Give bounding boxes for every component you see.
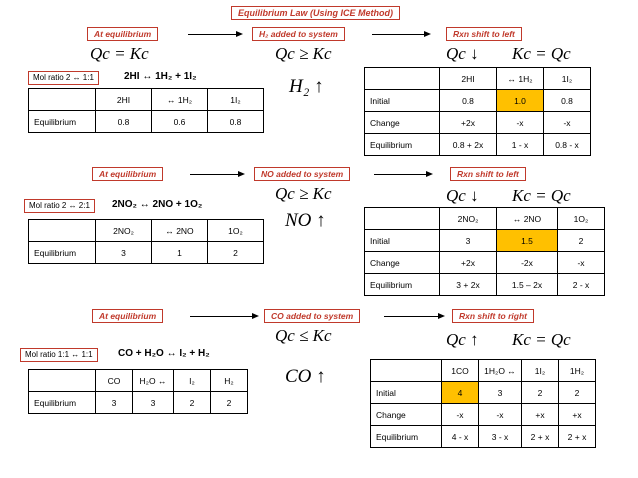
- table-header-cell: 2NO₂: [440, 208, 497, 230]
- table-header-cell: [29, 89, 96, 111]
- s3-arrow-1-head: [252, 313, 259, 319]
- table-cell: +2x: [440, 112, 497, 134]
- table-header-cell: [365, 208, 440, 230]
- table-row-label: Equilibrium: [29, 111, 96, 133]
- table-cell: 0.8: [96, 111, 152, 133]
- s3-label-at-equilibrium: At equilibrium: [92, 309, 163, 323]
- s3-eq-mid: Qc ≤ Kc: [275, 326, 332, 345]
- table-header-cell: ↔ 1H₂: [152, 89, 208, 111]
- table-cell: 2: [208, 242, 264, 264]
- table-cell-highlight: 4: [442, 382, 479, 404]
- s2-eq-right-a: Qc ↓: [446, 186, 479, 205]
- table-header-cell: 2HI: [96, 89, 152, 111]
- page-title: Equilibrium Law (Using ICE Method): [231, 6, 400, 20]
- table-cell: 1: [152, 242, 208, 264]
- table-cell: 3: [479, 382, 522, 404]
- s2-arrow-2-head: [426, 171, 433, 177]
- table-row-label: Equilibrium: [365, 134, 440, 156]
- s2-left-table: [28, 219, 264, 264]
- table-cell: 4 - x: [442, 426, 479, 448]
- s2-right-table: [364, 207, 605, 296]
- table-cell-highlight: 1.5: [497, 230, 558, 252]
- table-cell: 2: [522, 382, 559, 404]
- s3-added-species: CO ↑: [285, 366, 326, 387]
- table-cell: 0.8: [544, 90, 591, 112]
- table-cell: 3: [96, 392, 133, 414]
- table-cell: -x: [497, 112, 544, 134]
- table-header-cell: I₂: [174, 370, 211, 392]
- table-cell: 2: [558, 230, 605, 252]
- table-row-label: Change: [365, 252, 440, 274]
- table-cell: 2: [559, 382, 596, 404]
- s2-label-shift: Rxn shift to left: [450, 167, 526, 181]
- s2-label-at-equilibrium: At equilibrium: [92, 167, 163, 181]
- table-header-cell: 1O₂: [558, 208, 605, 230]
- table-cell: 3: [96, 242, 152, 264]
- s1-added-species: H₂ ↑: [289, 76, 324, 97]
- table-row-label: Change: [365, 112, 440, 134]
- s1-eq-left: Qc = Kc: [90, 44, 149, 63]
- table-cell-highlight: 1.0: [497, 90, 544, 112]
- table-row-label: Change: [371, 404, 442, 426]
- table-cell: +x: [522, 404, 559, 426]
- table-cell: -2x: [497, 252, 558, 274]
- table-header-cell: 1H₂O ↔: [479, 360, 522, 382]
- s3-eq-right-b: Kc = Qc: [512, 330, 571, 349]
- table-cell: 1 - x: [497, 134, 544, 156]
- s3-label-shift: Rxn shift to right: [452, 309, 534, 323]
- s3-arrow-2-head: [438, 313, 445, 319]
- table-cell: 2: [174, 392, 211, 414]
- table-cell: 2 + x: [522, 426, 559, 448]
- s2-arrow-2: [374, 174, 426, 175]
- table-cell: 3 + 2x: [440, 274, 497, 296]
- s3-arrow-1: [190, 316, 252, 317]
- s1-mol-ratio: Mol ratio 2 ↔ 1:1: [28, 71, 99, 85]
- table-cell: 3: [440, 230, 497, 252]
- table-cell: -x: [442, 404, 479, 426]
- table-header-cell: CO: [96, 370, 133, 392]
- s2-reaction: 2NO₂ ↔ 2NO + 1O₂: [112, 199, 203, 210]
- s1-label-added: H₂ added to system: [252, 27, 345, 41]
- table-row-label: Equilibrium: [29, 392, 96, 414]
- table-header-cell: 1I₂: [522, 360, 559, 382]
- s1-label-at-equilibrium: At equilibrium: [87, 27, 158, 41]
- s2-arrow-1-head: [238, 171, 245, 177]
- table-cell: 0.8: [208, 111, 264, 133]
- s1-eq-mid: Qc ≥ Kc: [275, 44, 332, 63]
- table-cell: -x: [479, 404, 522, 426]
- s1-label-shift: Rxn shift to left: [446, 27, 522, 41]
- table-row-label: Initial: [365, 230, 440, 252]
- s3-right-table: [370, 359, 596, 448]
- table-cell: -x: [558, 252, 605, 274]
- s2-arrow-1: [190, 174, 238, 175]
- table-header-cell: 1I₂: [544, 68, 591, 90]
- table-row-label: Initial: [371, 382, 442, 404]
- s2-eq-mid: Qc ≥ Kc: [275, 184, 332, 203]
- table-cell: -x: [544, 112, 591, 134]
- table-header-cell: [371, 360, 442, 382]
- table-cell: 0.8 + 2x: [440, 134, 497, 156]
- table-header-cell: H₂O ↔: [133, 370, 174, 392]
- table-cell: 2 - x: [558, 274, 605, 296]
- table-row-label: Equilibrium: [365, 274, 440, 296]
- table-row-label: Equilibrium: [371, 426, 442, 448]
- table-header-cell: 2HI: [440, 68, 497, 90]
- s2-mol-ratio: Mol ratio 2 ↔ 2:1: [24, 199, 95, 213]
- table-header-cell: [29, 370, 96, 392]
- s3-arrow-2: [384, 316, 438, 317]
- table-header-cell: ↔ 2NO: [497, 208, 558, 230]
- table-cell: 2: [211, 392, 248, 414]
- table-header-cell: H₂: [211, 370, 248, 392]
- s3-reaction: CO + H₂O ↔ I₂ + H₂: [118, 348, 210, 359]
- table-row-label: Equilibrium: [29, 242, 96, 264]
- s3-mol-ratio: Mol ratio 1:1 ↔ 1:1: [20, 348, 98, 362]
- s1-left-table: [28, 88, 264, 133]
- s2-added-species: NO ↑: [285, 210, 326, 231]
- table-cell: 0.8 - x: [544, 134, 591, 156]
- table-row-label: Initial: [365, 90, 440, 112]
- s1-arrow-1: [188, 34, 236, 35]
- table-cell: 2 + x: [559, 426, 596, 448]
- table-header-cell: 1O₂: [208, 220, 264, 242]
- table-header-cell: [29, 220, 96, 242]
- table-cell: 3 - x: [479, 426, 522, 448]
- s3-eq-right-a: Qc ↑: [446, 330, 479, 349]
- table-header-cell: 1CO: [442, 360, 479, 382]
- s1-eq-right-b: Kc = Qc: [512, 44, 571, 63]
- s1-right-table: [364, 67, 591, 156]
- table-header-cell: [365, 68, 440, 90]
- s1-arrow-1-head: [236, 31, 243, 37]
- table-header-cell: ↔ 1H₂: [497, 68, 544, 90]
- table-header-cell: 1I₂: [208, 89, 264, 111]
- table-cell: 1.5 – 2x: [497, 274, 558, 296]
- s1-eq-right-a: Qc ↓: [446, 44, 479, 63]
- table-cell: 0.6: [152, 111, 208, 133]
- s1-arrow-2: [372, 34, 424, 35]
- table-header-cell: ↔ 2NO: [152, 220, 208, 242]
- table-header-cell: 2NO₂: [96, 220, 152, 242]
- table-cell: +x: [559, 404, 596, 426]
- s3-left-table: [28, 369, 248, 414]
- table-cell: 0.8: [440, 90, 497, 112]
- table-cell: 3: [133, 392, 174, 414]
- s2-eq-right-b: Kc = Qc: [512, 186, 571, 205]
- table-cell: +2x: [440, 252, 497, 274]
- s1-arrow-2-head: [424, 31, 431, 37]
- s2-label-added: NO added to system: [254, 167, 350, 181]
- s3-label-added: CO added to system: [264, 309, 360, 323]
- table-header-cell: 1H₂: [559, 360, 596, 382]
- s1-reaction: 2HI ↔ 1H₂ + 1I₂: [124, 71, 197, 82]
